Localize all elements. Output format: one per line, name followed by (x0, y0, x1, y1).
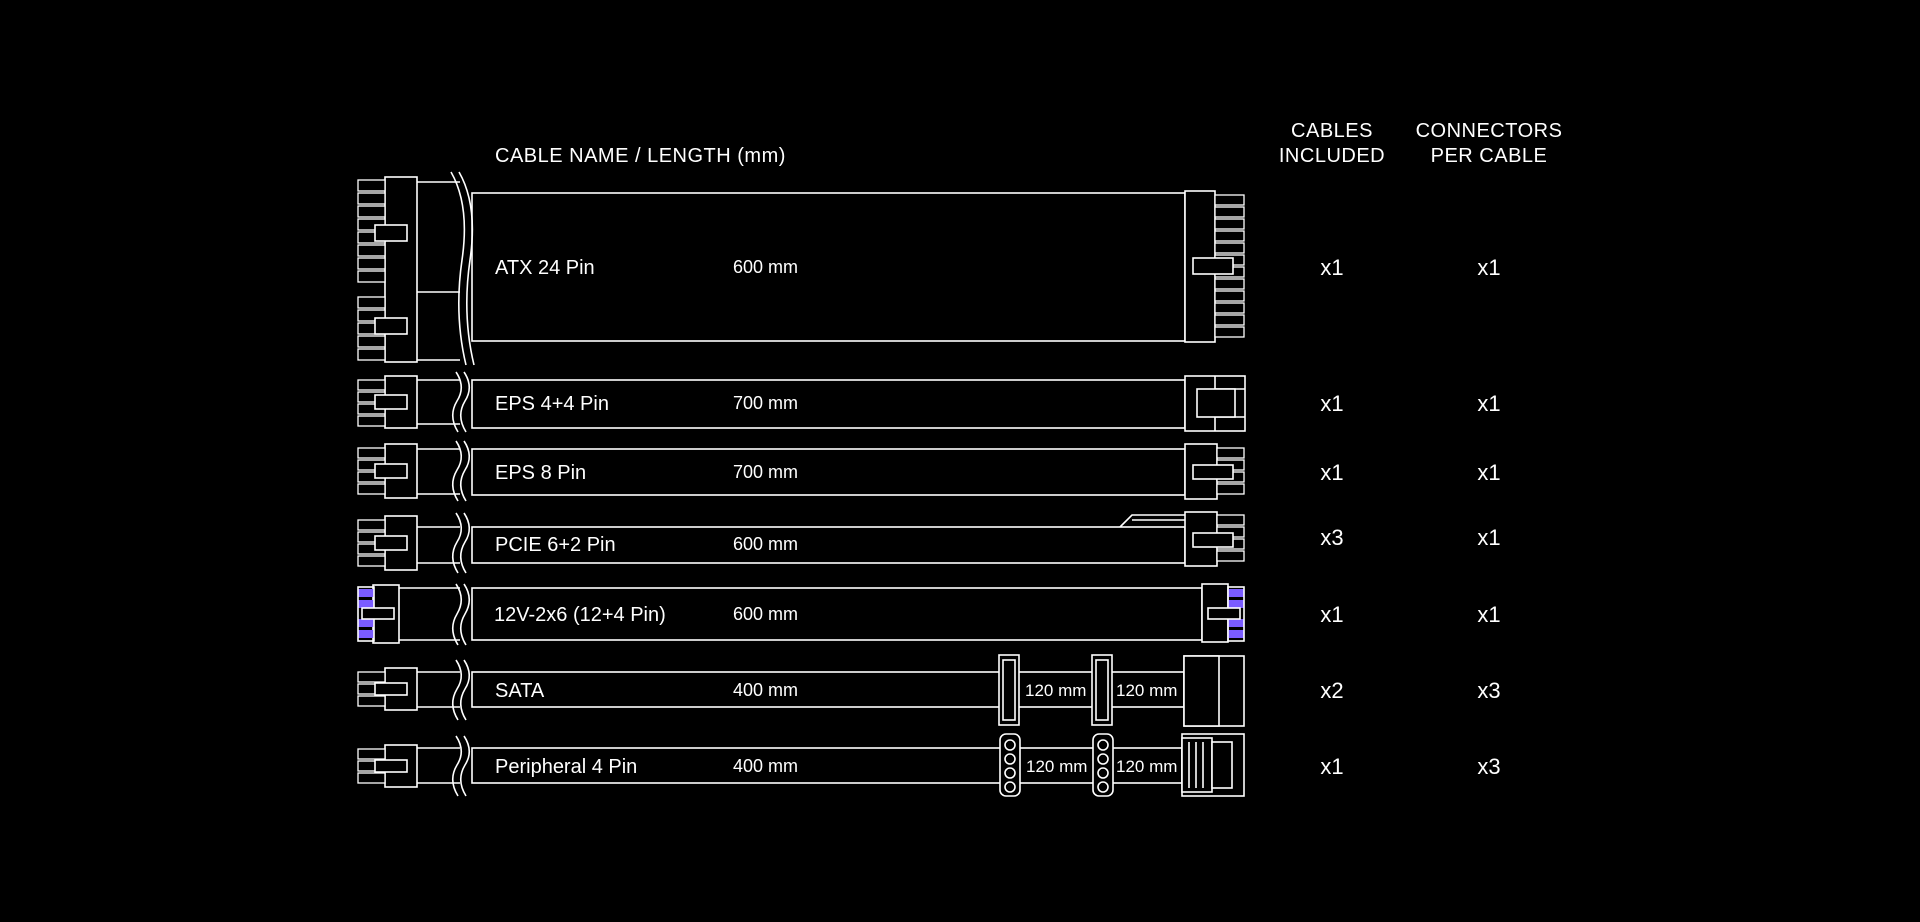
connectors-per-cable-value: x3 (1477, 754, 1501, 779)
cable-length: 600 mm (733, 604, 799, 624)
cable-break-mark (451, 172, 466, 365)
cable-name: PCIE 6+2 Pin (495, 534, 616, 556)
cable-row-atx-24-pin (358, 172, 1501, 365)
cable-length: 400 mm (733, 680, 799, 700)
cables-included-value: x1 (1320, 754, 1344, 779)
segment-length: 120 mm (1025, 681, 1087, 700)
cable-row-12v-2x6 (358, 584, 1501, 645)
connectors-per-cable-value: x3 (1477, 678, 1501, 703)
molex-inline-connector-2-icon (1093, 734, 1113, 796)
cables-included-value: x1 (1320, 255, 1344, 280)
cable-row-peripheral-4-pin (358, 734, 1501, 796)
atx-psu-connector-icon (358, 177, 460, 362)
segment-length: 120 mm (1116, 757, 1178, 776)
cable-name: ATX 24 Pin (495, 257, 595, 279)
cable-row-pcie-6-2-pin (358, 512, 1501, 573)
cable-row-eps-8-pin (358, 441, 1501, 501)
cable-break-mark (453, 736, 462, 796)
molex-inline-connector-1-icon (1000, 734, 1020, 796)
cable-break-mark (453, 441, 462, 501)
cable-name: EPS 4+4 Pin (495, 393, 609, 415)
cable-length: 600 mm (733, 257, 799, 277)
cable-name: Peripheral 4 Pin (495, 756, 638, 778)
cable-break-mark (453, 660, 462, 720)
header-cables-included-line1: CABLES (1291, 120, 1373, 142)
cable-length: 700 mm (733, 462, 799, 482)
cables-included-value: x1 (1320, 602, 1344, 627)
cable-length: 400 mm (733, 756, 799, 776)
cable-length: 600 mm (733, 534, 799, 554)
sata-inline-connector-1-icon (999, 655, 1019, 725)
eps-psu-connector-icon (358, 376, 460, 428)
cable-name: SATA (495, 680, 545, 702)
cable-name: EPS 8 Pin (495, 462, 587, 484)
pcie-device-connector-icon (1185, 512, 1244, 566)
cable-row-eps-4-4-pin (358, 372, 1501, 432)
eps8-psu-connector-icon (358, 444, 460, 498)
atx-device-connector-icon (1185, 191, 1244, 342)
connectors-per-cable-value: x1 (1477, 602, 1501, 627)
cable-break-mark (453, 584, 462, 645)
cable-break-mark (453, 513, 462, 573)
header-cables-included-line2: INCLUDED (1278, 145, 1386, 167)
eps-4-4-device-connector-icon (1185, 376, 1245, 431)
cables-included-value: x3 (1320, 525, 1344, 550)
sata-inline-connector-2-icon (1092, 655, 1112, 725)
cables-included-value: x1 (1320, 391, 1344, 416)
peripheral-psu-connector-icon (358, 745, 460, 787)
segment-length: 120 mm (1116, 681, 1178, 700)
12v-2x6-device-connector-icon (1202, 584, 1244, 642)
connectors-per-cable-value: x1 (1477, 460, 1501, 485)
cables-included-value: x2 (1320, 678, 1344, 703)
header-cable-name: CABLE NAME / LENGTH (mm) (495, 145, 786, 167)
cable-name: 12V-2x6 (12+4 Pin) (494, 604, 666, 626)
pcie-split-wire (1120, 515, 1185, 527)
connectors-per-cable-value: x1 (1477, 391, 1501, 416)
cable-break-mark (453, 372, 462, 432)
connectors-per-cable-value: x1 (1477, 255, 1501, 280)
eps8-device-connector-icon (1185, 444, 1244, 499)
connectors-per-cable-value: x1 (1477, 525, 1501, 550)
header-connectors-per-cable-line2: PER CABLE (1430, 145, 1548, 167)
cables-included-value: x1 (1320, 460, 1344, 485)
pcie-psu-connector-icon (358, 516, 460, 570)
cable-length: 700 mm (733, 393, 799, 413)
table-header (495, 120, 1562, 167)
sata-psu-connector-icon (358, 668, 460, 710)
segment-length: 120 mm (1026, 757, 1088, 776)
molex-end-connector-icon (1182, 734, 1244, 796)
cable-row-sata (358, 655, 1501, 726)
12v-2x6-psu-connector-icon (358, 585, 460, 643)
header-connectors-per-cable-line1: CONNECTORS (1415, 120, 1563, 142)
sata-end-connector-icon (1184, 656, 1244, 726)
